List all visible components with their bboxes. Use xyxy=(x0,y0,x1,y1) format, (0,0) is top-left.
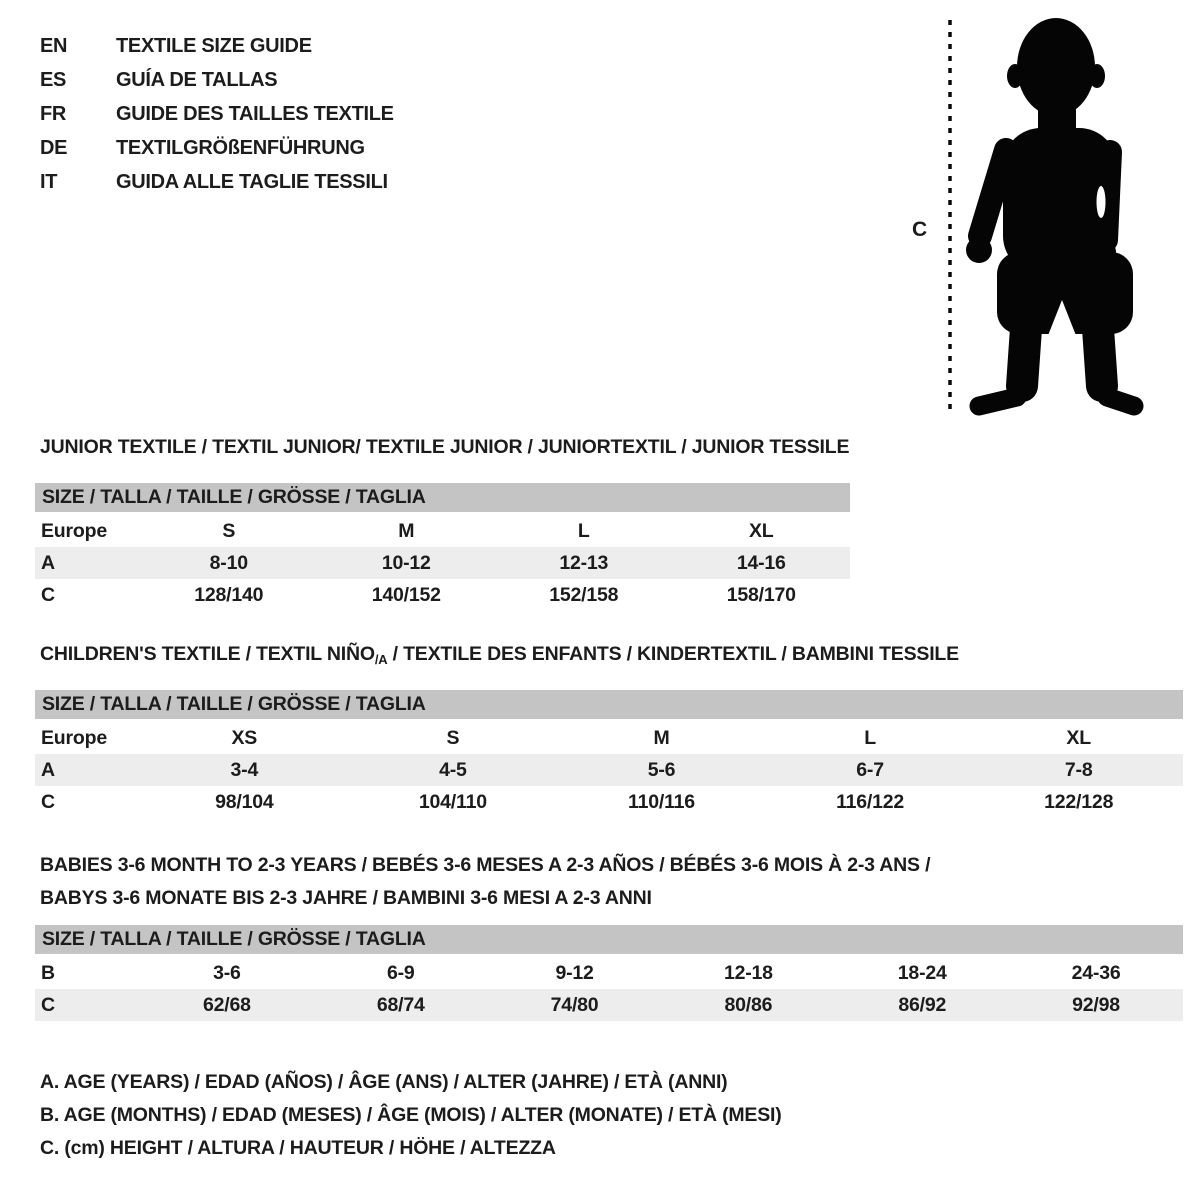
table-cell: 12-13 xyxy=(559,552,609,574)
table-cell: 86/92 xyxy=(898,994,947,1016)
table-cell: 92/98 xyxy=(1072,994,1120,1016)
table-cell: 8-10 xyxy=(209,552,248,574)
table-cell: 74/80 xyxy=(550,994,599,1016)
language-code: DE xyxy=(40,136,68,159)
table-cell: 62/68 xyxy=(203,994,251,1016)
legend-line-c: C. (cm) HEIGHT / ALTURA / HAUTEUR / HÖHE / ALTEZZA xyxy=(40,1137,556,1159)
table-cell: 6-9 xyxy=(386,962,415,984)
row-label: B xyxy=(41,962,55,984)
table-cell: 9-12 xyxy=(555,962,594,984)
children-title-part1: CHILDREN'S TEXTILE / TEXTIL NIÑO xyxy=(40,643,375,665)
babies-title-line1: BABIES 3-6 MONTH TO 2-3 YEARS / BEBÉS 3-6 MESES A 2-3 AÑOS / BÉBÉS 3-6 MOIS À 2-3 ANS / xyxy=(40,854,931,876)
table-cell: 12-18 xyxy=(723,962,773,984)
table-row xyxy=(35,515,850,547)
table-cell: 158/170 xyxy=(726,584,796,606)
table-cell: 7-8 xyxy=(1064,759,1093,781)
language-code: IT xyxy=(40,170,58,193)
measurement-legend xyxy=(40,1066,782,1165)
table-cell: 98/104 xyxy=(215,791,274,813)
arm-gap-cutout xyxy=(1097,186,1106,218)
table-cell: M xyxy=(398,520,415,542)
babies-title-line2: BABYS 3-6 MONATE BIS 2-3 JAHRE / BAMBINI 3-6 MESI A 2-3 ANNI xyxy=(40,887,652,909)
table-row xyxy=(35,722,1183,754)
height-measure-label: C xyxy=(912,218,928,241)
language-title: GUÍA DE TALLAS xyxy=(116,68,278,91)
baby-silhouette-graphic xyxy=(905,14,1155,424)
table-cell: 68/74 xyxy=(376,994,425,1016)
table-cell: 140/152 xyxy=(371,584,441,606)
row-label: Europe xyxy=(41,520,107,542)
table-cell: 116/122 xyxy=(836,791,905,813)
table-cell: XL xyxy=(748,520,774,542)
table-cell: 6-7 xyxy=(856,759,884,781)
height-measure-figure xyxy=(905,14,1155,424)
table-cell: 110/116 xyxy=(628,791,695,813)
language-title: GUIDA ALLE TAGLIE TESSILI xyxy=(116,170,388,193)
table-cell: 4-5 xyxy=(439,759,467,781)
language-row-it xyxy=(40,165,394,199)
table-cell: 80/86 xyxy=(724,994,773,1016)
legend-line-a: A. AGE (YEARS) / EDAD (AÑOS) / ÂGE (ANS) / ALTER (JAHRE) / ETÀ (ANNI) xyxy=(40,1071,728,1093)
table-cell: S xyxy=(446,727,460,749)
table-cell: M xyxy=(653,727,670,749)
table-cell: S xyxy=(222,520,236,542)
row-label: Europe xyxy=(41,727,107,749)
language-code: EN xyxy=(40,34,68,57)
table-cell: 122/128 xyxy=(1044,791,1114,813)
legend-line-b: B. AGE (MONTHS) / EDAD (MESES) / ÂGE (MOIS) / ALTER (MONATE) / ETÀ (MESI) xyxy=(40,1104,782,1126)
children-title-subscript: /A xyxy=(374,652,388,667)
table-cell: L xyxy=(864,727,876,749)
junior-size-table xyxy=(35,483,850,611)
language-row-en xyxy=(40,29,394,63)
language-row-de xyxy=(40,131,394,165)
table-cell: 5-6 xyxy=(647,759,676,781)
table-row xyxy=(35,957,1183,989)
children-section-title xyxy=(40,643,959,667)
row-label: C xyxy=(41,994,55,1016)
table-cell: 24-36 xyxy=(1071,962,1121,984)
language-title: GUIDE DES TAILLES TEXTILE xyxy=(116,102,394,125)
junior-section-title: JUNIOR TEXTILE / TEXTIL JUNIOR/ TEXTILE JUNIOR / JUNIORTEXTIL / JUNIOR TESSILE xyxy=(40,436,850,458)
baby-silhouette xyxy=(966,18,1134,406)
language-row-fr xyxy=(40,97,394,131)
table-cell: L xyxy=(577,520,590,542)
row-label: A xyxy=(41,759,55,781)
babies-section-title xyxy=(40,849,930,915)
babies-size-table xyxy=(35,925,1183,1021)
row-label: C xyxy=(41,584,55,606)
language-title: TEXTILE SIZE GUIDE xyxy=(116,34,312,57)
table-row xyxy=(35,989,1183,1021)
table-cell: 10-12 xyxy=(381,552,431,574)
size-table-header: SIZE / TALLA / TAILLE / GRÖSSE / TAGLIA xyxy=(35,483,850,512)
size-table-header: SIZE / TALLA / TAILLE / GRÖSSE / TAGLIA xyxy=(35,690,1183,719)
children-title-part2: / TEXTILE DES ENFANTS / KINDERTEXTIL / BAMBINI TESSILE xyxy=(387,643,959,665)
language-title: TEXTILGRÖßENFÜHRUNG xyxy=(116,136,365,159)
language-row-es xyxy=(40,63,394,97)
table-cell: 18-24 xyxy=(897,962,947,984)
row-label: C xyxy=(41,791,55,813)
table-row xyxy=(35,786,1183,818)
table-cell: 104/110 xyxy=(418,791,487,813)
table-cell: XL xyxy=(1066,727,1091,749)
table-cell: 14-16 xyxy=(736,552,786,574)
table-row xyxy=(35,754,1183,786)
table-cell: 128/140 xyxy=(194,584,264,606)
table-row xyxy=(35,579,850,611)
table-row xyxy=(35,547,850,579)
children-size-table xyxy=(35,690,1183,818)
row-label: A xyxy=(41,552,55,574)
table-cell: XS xyxy=(231,727,258,749)
language-title-list xyxy=(40,29,394,199)
language-code: FR xyxy=(40,102,67,125)
table-cell: 3-4 xyxy=(230,759,259,781)
size-table-header: SIZE / TALLA / TAILLE / GRÖSSE / TAGLIA xyxy=(35,925,1183,954)
table-cell: 152/158 xyxy=(549,584,619,606)
language-code: ES xyxy=(40,68,67,91)
table-cell: 3-6 xyxy=(213,962,241,984)
